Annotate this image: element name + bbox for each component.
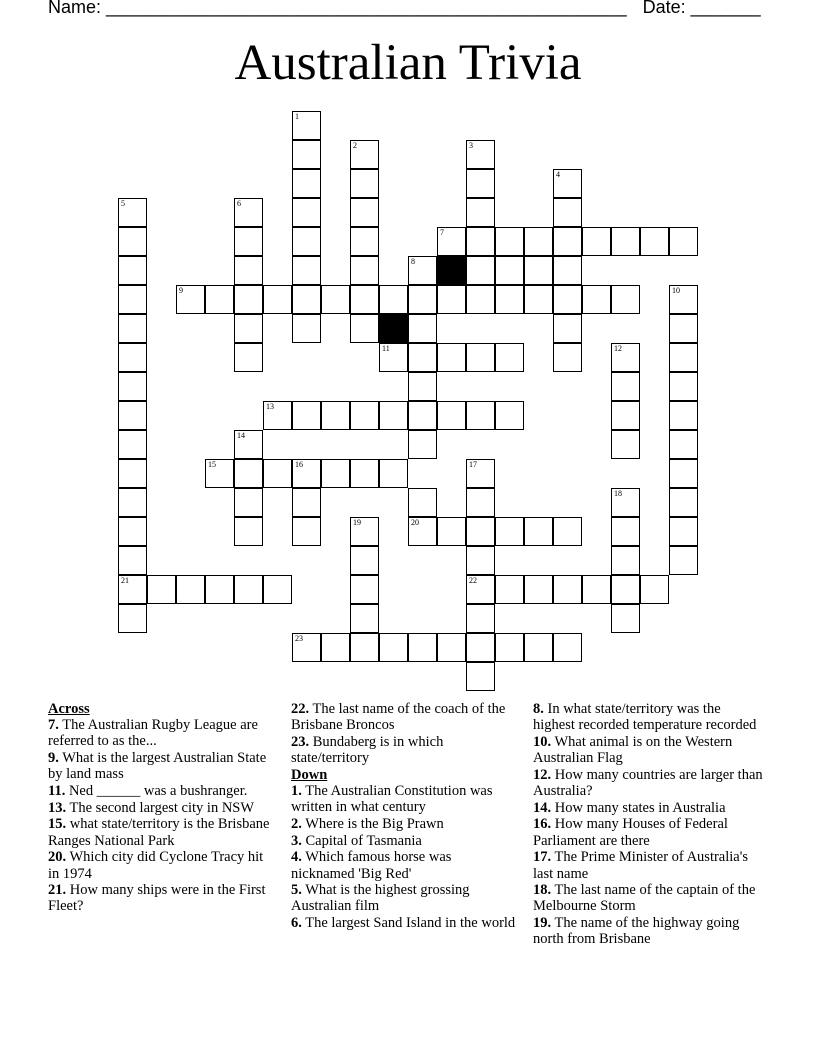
clues-column-1 (48, 701, 273, 915)
grid-cell[interactable] (350, 198, 379, 227)
grid-cell[interactable] (495, 256, 524, 285)
clue-text: What animal is on the Western Australian Flag (533, 733, 733, 767)
grid-cell[interactable] (321, 459, 350, 488)
grid-cell[interactable] (466, 140, 495, 169)
grid-cell[interactable] (495, 343, 524, 372)
across-heading: Across (48, 701, 90, 717)
clue-item (291, 701, 516, 733)
clue-number: 10 (672, 286, 680, 295)
grid-cell[interactable] (205, 285, 234, 314)
grid-cell[interactable] (408, 401, 437, 430)
grid-cell[interactable] (379, 343, 408, 372)
grid-cell[interactable] (466, 227, 495, 256)
clue-item (533, 701, 763, 733)
grid-cell[interactable] (466, 662, 495, 691)
grid-cell[interactable] (437, 343, 466, 372)
clue-text: what state/territory is the Brisbane Ranges National Park (48, 816, 270, 849)
grid-cell[interactable] (524, 227, 553, 256)
clue-text: The last name of the coach of the Brisbane Broncos (291, 701, 506, 734)
clue-number: 22 (469, 576, 477, 585)
grid-cell[interactable] (553, 169, 582, 198)
clue-text: How many Houses of Federal Parliament are there (533, 816, 728, 849)
grid-cell[interactable] (292, 256, 321, 285)
clue-number: 21 (121, 576, 129, 585)
grid-cell[interactable] (292, 111, 321, 140)
clue-num: 10. (533, 733, 552, 750)
grid-cell[interactable] (263, 459, 292, 488)
grid-cell[interactable] (321, 401, 350, 430)
clue-item (291, 833, 516, 849)
grid-cell[interactable] (669, 459, 698, 488)
clue-text: Capital of Tasmania (301, 832, 422, 849)
grid-cell[interactable] (292, 140, 321, 169)
grid-cell[interactable] (611, 575, 640, 604)
grid-cell[interactable] (118, 575, 147, 604)
grid-cell[interactable] (350, 140, 379, 169)
grid-cell[interactable] (466, 517, 495, 546)
clue-num: 17. (533, 849, 552, 866)
grid-cell[interactable] (437, 633, 466, 662)
grid-cell[interactable] (582, 227, 611, 256)
clue-num: 19. (533, 915, 552, 932)
clue-number: 20 (411, 518, 419, 527)
grid-cell[interactable] (379, 285, 408, 314)
grid-cell[interactable] (321, 285, 350, 314)
grid-cell[interactable] (640, 575, 669, 604)
clue-item (533, 882, 763, 914)
grid-cell[interactable] (553, 285, 582, 314)
clue-text: What is the largest Australian State by land mass (48, 750, 267, 783)
grid-cell[interactable] (205, 575, 234, 604)
grid-cell[interactable] (350, 401, 379, 430)
clue-num: 13. (48, 799, 67, 816)
clue-item (291, 882, 516, 914)
grid-cell[interactable] (379, 459, 408, 488)
grid-cell[interactable] (234, 575, 263, 604)
grid-cell[interactable] (495, 517, 524, 546)
grid-cell[interactable] (408, 343, 437, 372)
clue-item (533, 816, 763, 848)
clue-text: Which city did Cyclone Tracy hit in 1974 (48, 849, 264, 882)
grid-cell[interactable] (495, 575, 524, 604)
grid-cell[interactable] (437, 227, 466, 256)
clue-number: 6 (237, 199, 241, 208)
black-square (379, 314, 408, 343)
grid-cell[interactable] (495, 633, 524, 662)
clue-text: Bundaberg is in which state/territory (291, 733, 444, 767)
grid-cell[interactable] (408, 517, 437, 546)
grid-cell[interactable] (611, 517, 640, 546)
clue-number: 9 (179, 286, 183, 295)
grid-cell[interactable] (640, 227, 669, 256)
grid-cell[interactable] (437, 401, 466, 430)
grid-cell[interactable] (350, 633, 379, 662)
grid-cell[interactable] (611, 401, 640, 430)
clue-num: 12. (533, 766, 552, 783)
grid-cell[interactable] (350, 227, 379, 256)
clue-num: 20. (48, 849, 67, 866)
grid-cell[interactable] (553, 575, 582, 604)
grid-cell[interactable] (234, 227, 263, 256)
grid-cell[interactable] (292, 314, 321, 343)
grid-cell[interactable] (466, 604, 495, 633)
grid-cell[interactable] (611, 372, 640, 401)
grid-cell[interactable] (495, 227, 524, 256)
grid-cell[interactable] (408, 488, 437, 517)
black-square (437, 256, 466, 285)
clue-number: 1 (295, 112, 299, 121)
grid-cell[interactable] (118, 546, 147, 575)
grid-cell[interactable] (553, 343, 582, 372)
grid-cell[interactable] (118, 401, 147, 430)
grid-cell[interactable] (408, 430, 437, 459)
clue-num: 21. (48, 882, 67, 899)
grid-cell[interactable] (350, 546, 379, 575)
grid-cell[interactable] (611, 430, 640, 459)
clue-num: 8. (533, 701, 544, 717)
grid-cell[interactable] (553, 256, 582, 285)
grid-cell[interactable] (234, 459, 263, 488)
grid-cell[interactable] (234, 198, 263, 227)
grid-cell[interactable] (611, 546, 640, 575)
grid-cell[interactable] (350, 285, 379, 314)
clue-num: 1. (291, 783, 302, 800)
clue-num: 18. (533, 882, 552, 899)
puzzle-title: Australian Trivia (234, 35, 582, 91)
grid-cell[interactable] (466, 633, 495, 662)
grid-cell[interactable] (118, 372, 147, 401)
clue-number: 5 (121, 199, 125, 208)
clue-num: 15. (48, 816, 67, 833)
clue-num: 5. (291, 882, 302, 899)
grid-cell[interactable] (118, 459, 147, 488)
clue-num: 23. (291, 733, 310, 750)
clue-item (291, 816, 516, 832)
grid-cell[interactable] (292, 401, 321, 430)
grid-cell[interactable] (524, 575, 553, 604)
grid-cell[interactable] (582, 285, 611, 314)
clue-item (533, 800, 763, 816)
grid-cell[interactable] (118, 430, 147, 459)
grid-cell[interactable] (611, 343, 640, 372)
clue-text: The largest Sand Island in the world (301, 915, 516, 932)
clue-number: 8 (411, 257, 415, 266)
grid-cell[interactable] (263, 285, 292, 314)
clue-item (291, 783, 516, 815)
grid-cell[interactable] (118, 198, 147, 227)
clue-text: The last name of the captain of the Melbourne Storm (533, 882, 756, 915)
grid-cell[interactable] (263, 575, 292, 604)
grid-cell[interactable] (205, 459, 234, 488)
grid-cell[interactable] (437, 517, 466, 546)
clue-item (48, 783, 273, 799)
clue-number: 14 (237, 431, 245, 440)
grid-cell[interactable] (524, 517, 553, 546)
clue-number: 11 (382, 344, 390, 353)
grid-cell[interactable] (669, 401, 698, 430)
grid-cell[interactable] (466, 343, 495, 372)
grid-cell[interactable] (408, 633, 437, 662)
grid-cell[interactable] (408, 372, 437, 401)
grid-cell[interactable] (292, 459, 321, 488)
grid-cell[interactable] (118, 604, 147, 633)
grid-cell[interactable] (350, 575, 379, 604)
clue-text: The Prime Minister of Australia's last name (533, 849, 748, 882)
clue-item (48, 849, 273, 881)
grid-cell[interactable] (379, 633, 408, 662)
clue-item (291, 734, 516, 766)
grid-cell[interactable] (466, 546, 495, 575)
grid-cell[interactable] (553, 227, 582, 256)
grid-cell[interactable] (466, 459, 495, 488)
grid-cell[interactable] (466, 401, 495, 430)
clue-item (533, 734, 763, 766)
clue-item (533, 849, 763, 881)
grid-cell[interactable] (408, 256, 437, 285)
grid-cell[interactable] (350, 314, 379, 343)
grid-cell[interactable] (669, 343, 698, 372)
clue-item (48, 800, 273, 816)
clues-column-3 (533, 701, 763, 958)
grid-cell[interactable] (611, 227, 640, 256)
grid-cell[interactable] (263, 401, 292, 430)
clue-text: The Australian Constitution was written in what century (291, 783, 493, 816)
clue-text: The second largest city in NSW (66, 799, 255, 816)
grid-cell[interactable] (118, 488, 147, 517)
grid-cell[interactable] (292, 517, 321, 546)
clue-text: How many countries are larger than Australia? (533, 766, 763, 800)
grid-cell[interactable] (292, 169, 321, 198)
grid-cell[interactable] (669, 546, 698, 575)
grid-cell[interactable] (495, 285, 524, 314)
clue-num: 22. (291, 701, 310, 717)
grid-cell[interactable] (669, 488, 698, 517)
clue-num: 11. (48, 783, 66, 800)
clue-num: 7. (48, 717, 59, 734)
grid-cell[interactable] (176, 285, 205, 314)
grid-cell[interactable] (669, 285, 698, 314)
grid-cell[interactable] (437, 285, 466, 314)
grid-cell[interactable] (611, 285, 640, 314)
clue-text: The name of the highway going north from Brisbane (533, 915, 740, 948)
clue-num: 14. (533, 799, 552, 816)
clue-text: How many states in Australia (551, 799, 726, 816)
clue-number: 2 (353, 141, 357, 150)
clue-item (48, 816, 273, 848)
clue-item (291, 915, 516, 931)
clue-num: 2. (291, 815, 302, 832)
grid-cell[interactable] (582, 575, 611, 604)
grid-cell[interactable] (466, 169, 495, 198)
grid-cell[interactable] (524, 633, 553, 662)
clue-item (48, 750, 273, 782)
grid-cell[interactable] (553, 517, 582, 546)
name-field-label[interactable]: Name: ____________________________________________________ (48, 0, 627, 17)
clue-text: What is the highest grossing Australian film (291, 882, 470, 915)
grid-cell[interactable] (524, 256, 553, 285)
grid-cell[interactable] (350, 459, 379, 488)
grid-cell[interactable] (553, 198, 582, 227)
grid-cell[interactable] (321, 633, 350, 662)
grid-cell[interactable] (292, 198, 321, 227)
grid-cell[interactable] (669, 430, 698, 459)
grid-cell[interactable] (408, 314, 437, 343)
grid-cell[interactable] (292, 633, 321, 662)
grid-cell[interactable] (118, 343, 147, 372)
clue-item (533, 915, 763, 947)
clue-number: 12 (614, 344, 622, 353)
grid-cell[interactable] (553, 633, 582, 662)
grid-cell[interactable] (669, 314, 698, 343)
clue-number: 7 (440, 228, 444, 237)
grid-cell[interactable] (147, 575, 176, 604)
grid-cell[interactable] (524, 285, 553, 314)
grid-cell[interactable] (466, 256, 495, 285)
grid-cell[interactable] (466, 488, 495, 517)
clue-item (533, 767, 763, 799)
clues-column-2 (291, 701, 516, 932)
grid-cell[interactable] (118, 314, 147, 343)
grid-cell[interactable] (350, 256, 379, 285)
grid-cell[interactable] (292, 227, 321, 256)
clue-num: 6. (291, 915, 302, 932)
clue-number: 15 (208, 460, 216, 469)
clue-num: 9. (48, 750, 59, 767)
grid-cell[interactable] (234, 285, 263, 314)
grid-cell[interactable] (234, 256, 263, 285)
grid-cell[interactable] (466, 575, 495, 604)
clue-text: Ned ______ was a bushranger. (65, 783, 248, 800)
clue-number: 18 (614, 489, 622, 498)
clue-number: 17 (469, 460, 477, 469)
clue-number: 16 (295, 460, 303, 469)
clue-num: 16. (533, 816, 552, 833)
down-heading: Down (291, 766, 328, 783)
clue-text: In what state/territory was the highest recorded temperature recorded (533, 701, 757, 734)
clue-number: 4 (556, 170, 560, 179)
clue-num: 4. (291, 849, 302, 866)
grid-cell[interactable] (234, 343, 263, 372)
grid-cell[interactable] (669, 372, 698, 401)
clue-text: Where is the Big Prawn (301, 815, 444, 832)
grid-cell[interactable] (379, 401, 408, 430)
date-field-label[interactable]: Date: _______ (642, 0, 761, 17)
clue-text: The Australian Rugby League are referred to as the... (48, 717, 258, 750)
grid-cell[interactable] (118, 227, 147, 256)
grid-cell[interactable] (292, 488, 321, 517)
grid-cell[interactable] (466, 285, 495, 314)
clue-text: Which famous horse was nicknamed 'Big Red' (291, 849, 452, 882)
grid-cell[interactable] (553, 314, 582, 343)
grid-cell[interactable] (495, 401, 524, 430)
grid-cell[interactable] (611, 604, 640, 633)
grid-cell[interactable] (234, 517, 263, 546)
grid-cell[interactable] (118, 256, 147, 285)
clue-item (48, 882, 273, 914)
grid-cell[interactable] (669, 517, 698, 546)
clue-number: 19 (353, 518, 361, 527)
grid-cell[interactable] (408, 285, 437, 314)
clue-item (291, 849, 516, 881)
grid-cell[interactable] (466, 198, 495, 227)
grid-cell[interactable] (118, 517, 147, 546)
grid-cell[interactable] (350, 169, 379, 198)
grid-cell[interactable] (350, 517, 379, 546)
clue-number: 3 (469, 141, 473, 150)
grid-cell[interactable] (234, 488, 263, 517)
grid-cell[interactable] (611, 488, 640, 517)
grid-cell[interactable] (350, 604, 379, 633)
grid-cell[interactable] (234, 430, 263, 459)
grid-cell[interactable] (176, 575, 205, 604)
clue-num: 3. (291, 832, 302, 849)
clue-number: 13 (266, 402, 274, 411)
clue-text: How many ships were in the First Fleet? (48, 882, 266, 915)
clue-item (48, 717, 273, 749)
grid-cell[interactable] (669, 227, 698, 256)
grid-cell[interactable] (292, 285, 321, 314)
grid-cell[interactable] (234, 314, 263, 343)
clue-number: 23 (295, 634, 303, 643)
grid-cell[interactable] (118, 285, 147, 314)
